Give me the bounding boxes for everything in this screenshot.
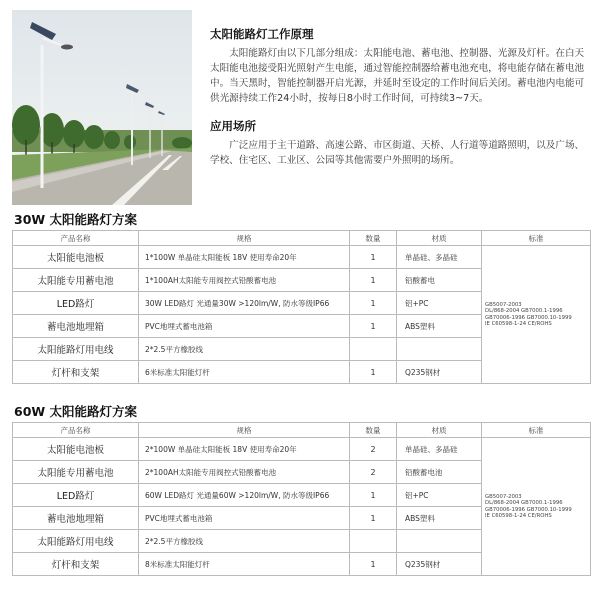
cell-spec: 30W LED路灯 光通量30W >120lm/W, 防水等级IP66 <box>139 292 350 315</box>
cell-name: 太阳能专用蓄电池 <box>13 461 139 484</box>
cell-qty: 1 <box>350 315 397 338</box>
cell-name: 太阳能电池板 <box>13 438 139 461</box>
cell-spec: 2*100AH太阳能专用阀控式铅酸蓄电池 <box>139 461 350 484</box>
cell-material: Q235钢材 <box>397 553 482 576</box>
cell-material: ABS塑料 <box>397 507 482 530</box>
cell-qty: 1 <box>350 246 397 269</box>
cell-spec: 2*2.5平方橡胶线 <box>139 530 350 553</box>
table30 <box>12 230 591 384</box>
cell-material: 铝+PC <box>397 484 482 507</box>
table60-title: 60W 太阳能路灯方案 <box>14 404 138 419</box>
cell-qty: 1 <box>350 361 397 384</box>
cell-material: 铅酸蓄电池 <box>397 461 482 484</box>
cell-spec: 2*100W 单晶硅太阳能板 18V 使用寿命20年 <box>139 438 350 461</box>
cell-name: 太阳能路灯用电线 <box>13 338 139 361</box>
cell-spec: 1*100AH太阳能专用阀控式铅酸蓄电池 <box>139 269 350 292</box>
header-spec: 规格 <box>139 423 350 438</box>
cell-qty: 1 <box>350 553 397 576</box>
header-material: 材质 <box>397 423 482 438</box>
cell-standard: GB5007-2003 DL/868-2004 GB7000.1-1996 GB70006-1996 GB7000.10-1999 IE C60598-1-24 CE/ROHS <box>482 246 591 384</box>
principle-text: 太阳能路灯由以下几部分组成：太阳能电池、蓄电池、控制器、光源及灯杆。在白天太阳能电池接受阳光照射产生电能，通过智能控制器给蓄电池充电，将电能存储在蓄电池中。当天黑时，智能控制器开启光源，并延时至设定的工作时间后关闭。蓄电池内电能可供光源持续工作24小时，按每日8小时工作时间，可持续3~7天。 <box>210 48 585 104</box>
cell-material <box>397 530 482 553</box>
header-material: 材质 <box>397 231 482 246</box>
cell-spec: 60W LED路灯 光通量60W >120lm/W, 防水等级IP66 <box>139 484 350 507</box>
cell-qty: 1 <box>350 269 397 292</box>
street-light-photo <box>12 10 192 205</box>
header-qty: 数量 <box>350 423 397 438</box>
cell-qty: 2 <box>350 438 397 461</box>
cell-name: 灯杆和支架 <box>13 553 139 576</box>
header-name: 产品名称 <box>13 423 139 438</box>
header-standard: 标准 <box>482 231 591 246</box>
cell-name: 太阳能电池板 <box>13 246 139 269</box>
cell-material: 单晶硅、多晶硅 <box>397 246 482 269</box>
cell-name: 蓄电池地埋箱 <box>13 507 139 530</box>
cell-material: Q235钢材 <box>397 361 482 384</box>
cell-material: 铝+PC <box>397 292 482 315</box>
header-name: 产品名称 <box>13 231 139 246</box>
table30-title: 30W 太阳能路灯方案 <box>14 212 138 227</box>
principle-title: 太阳能路灯工作原理 <box>210 27 314 41</box>
cell-spec: 8米标准太阳能灯杆 <box>139 553 350 576</box>
cell-qty: 1 <box>350 292 397 315</box>
cell-name: 灯杆和支架 <box>13 361 139 384</box>
cell-spec: 6米标准太阳能灯杆 <box>139 361 350 384</box>
application-text: 广泛应用于主干道路、高速公路、市区街道、天桥、人行道等道路照明，以及广场、学校、住宅区、工业区、公园等其他需要户外照明的场所。 <box>210 140 585 166</box>
application-title: 应用场所 <box>210 119 256 133</box>
cell-name: LED路灯 <box>13 484 139 507</box>
cell-qty: 1 <box>350 507 397 530</box>
cell-name: LED路灯 <box>13 292 139 315</box>
cell-qty <box>350 338 397 361</box>
cell-standard: GB5007-2003 DL/868-2004 GB7000.1-1996 GB70006-1996 GB7000.10-1999 IE C60598-1-24 CE/ROHS <box>482 438 591 576</box>
cell-qty: 2 <box>350 461 397 484</box>
table-row <box>13 438 591 461</box>
cell-material: 铅酸蓄电 <box>397 269 482 292</box>
table60 <box>12 422 591 576</box>
cell-material: ABS塑料 <box>397 315 482 338</box>
cell-spec: PVC地埋式蓄电池箱 <box>139 315 350 338</box>
cell-qty <box>350 530 397 553</box>
cell-material <box>397 338 482 361</box>
header-standard: 标准 <box>482 423 591 438</box>
header-qty: 数量 <box>350 231 397 246</box>
table-row <box>13 246 591 269</box>
intro-section <box>210 26 590 168</box>
cell-material: 单晶硅、多晶硅 <box>397 438 482 461</box>
table-header-row <box>13 423 591 438</box>
cell-name: 蓄电池地埋箱 <box>13 315 139 338</box>
table-header-row <box>13 231 591 246</box>
header-spec: 规格 <box>139 231 350 246</box>
cell-spec: PVC地埋式蓄电池箱 <box>139 507 350 530</box>
cell-name: 太阳能专用蓄电池 <box>13 269 139 292</box>
cell-spec: 1*100W 单晶硅太阳能板 18V 使用寿命20年 <box>139 246 350 269</box>
cell-name: 太阳能路灯用电线 <box>13 530 139 553</box>
cell-qty: 1 <box>350 484 397 507</box>
cell-spec: 2*2.5平方橡胶线 <box>139 338 350 361</box>
